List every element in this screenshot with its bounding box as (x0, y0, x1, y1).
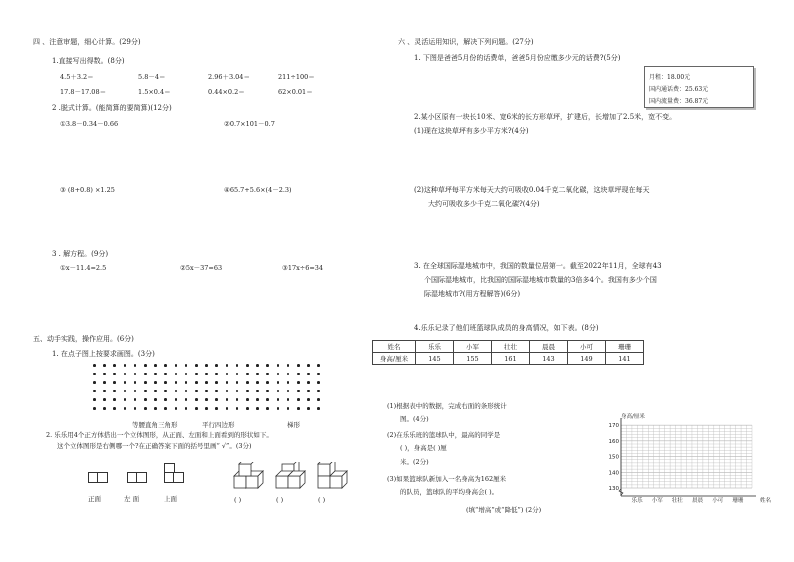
grid-dot[interactable] (134, 364, 137, 367)
grid-dot[interactable] (113, 407, 116, 410)
grid-dot[interactable] (164, 407, 167, 410)
table-header-cell: 珊珊 (606, 341, 644, 353)
grid-dot[interactable] (103, 364, 106, 367)
grid-dot[interactable] (226, 381, 229, 384)
grid-dot[interactable] (195, 390, 198, 393)
section6-q3-line3: 际湿地城市?(用方程解答)(6分) (424, 290, 521, 298)
grid-dot[interactable] (144, 373, 147, 376)
table-cell: 149 (568, 353, 606, 365)
grid-dot[interactable] (144, 398, 147, 401)
grid-dot[interactable] (215, 407, 218, 410)
x-tick-label: 晨晨 (692, 498, 704, 504)
grid-dot[interactable] (195, 373, 198, 376)
grid-dot[interactable] (195, 364, 198, 367)
section5-q1: 1. 在点子图上按要求画图。(3分) (52, 350, 155, 358)
grid-dot[interactable] (144, 407, 147, 410)
grid-dot[interactable] (113, 381, 116, 384)
grid-dot[interactable] (287, 390, 290, 393)
grid-dot[interactable] (266, 364, 269, 367)
grid-dot[interactable] (113, 390, 116, 393)
shape-label: 等腰直角三角形 (132, 421, 178, 429)
grid-dot[interactable] (113, 373, 116, 376)
section6-q1: 1. 下图是爸爸5月份的话费单，爸爸5月份应缴多少元的话费?(5分) (414, 54, 621, 62)
grid-dot[interactable] (256, 381, 259, 384)
grid-dot[interactable] (144, 390, 147, 393)
grid-dot[interactable] (164, 364, 167, 367)
grid-dot[interactable] (124, 398, 127, 401)
grid-dot[interactable] (164, 373, 167, 376)
table-header-cell: 壮壮 (492, 341, 530, 353)
answer-paren[interactable]: ( ) (318, 496, 326, 504)
grid-dot[interactable] (266, 390, 269, 393)
chart-yticks (609, 423, 620, 492)
grid-dot[interactable] (226, 390, 229, 393)
section4-q1: 1.直接写出得数。(8分) (52, 57, 125, 65)
grid-dot[interactable] (266, 398, 269, 401)
grid-dot[interactable] (297, 390, 300, 393)
section5-q2-line2: 这个立体图形是右侧哪一个?在正确答案下面的括号里画“ √”。(3分) (57, 442, 252, 450)
q4-part2-b[interactable]: ( )，身高是( )厘 (400, 444, 447, 452)
grid-dot[interactable] (297, 381, 300, 384)
answer-paren[interactable]: ( ) (276, 496, 284, 504)
grid-dot[interactable] (226, 373, 229, 376)
height-bar-chart[interactable] (596, 412, 776, 506)
grid-dot[interactable] (307, 407, 310, 410)
grid-dot[interactable] (277, 407, 280, 410)
step-calc-item: ①3.8－0.34－0.66 (60, 120, 119, 128)
view-label: 上面 (164, 495, 177, 503)
table-cell: 身高/厘米 (373, 353, 416, 365)
x-tick-label: 壮壮 (671, 498, 683, 504)
grid-dot[interactable] (124, 364, 127, 367)
grid-dot[interactable] (134, 381, 137, 384)
y-tick-label: 170 (608, 423, 619, 430)
q4-part3-b[interactable]: 的队员，篮球队的平均身高会( )。 (400, 488, 499, 496)
section6-title: 六 、灵活运用知识，解决下列问题。(27分) (398, 38, 534, 46)
grid-dot[interactable] (154, 373, 157, 376)
table-header-cell: 小军 (454, 341, 492, 353)
section4-title: 四 、注意审题，细心计算。(29分) (33, 38, 141, 46)
grid-dot[interactable] (93, 390, 96, 393)
grid-dot[interactable] (317, 407, 320, 410)
grid-dot[interactable] (154, 398, 157, 401)
grid-dot[interactable] (297, 398, 300, 401)
grid-dot[interactable] (226, 364, 229, 367)
grid-dot[interactable] (205, 381, 208, 384)
oral-calc-item: 17.8－17.08＝ (60, 88, 107, 96)
oral-calc-item: 62×0.01＝ (278, 88, 313, 96)
cube-option-a (230, 462, 268, 492)
chart-ylabel: 身高/厘米 (621, 414, 645, 420)
grid-dot[interactable] (277, 398, 280, 401)
equation-item: ③17x÷6=34 (282, 264, 324, 272)
grid-dot[interactable] (175, 390, 178, 393)
oral-calc-item: 211÷100＝ (278, 73, 315, 81)
table-row (373, 341, 644, 353)
grid-dot[interactable] (93, 373, 96, 376)
grid-dot[interactable] (103, 373, 106, 376)
grid-dot[interactable] (134, 398, 137, 401)
grid-dot[interactable] (93, 407, 96, 410)
equation-item: ①x－11.4=2.5 (60, 264, 107, 272)
table-cell: 145 (416, 353, 454, 365)
grid-dot[interactable] (185, 373, 188, 376)
grid-dot[interactable] (205, 398, 208, 401)
grid-dot[interactable] (287, 398, 290, 401)
view-label: 左 面 (124, 495, 140, 503)
grid-dot[interactable] (246, 373, 249, 376)
table-header-cell: 小可 (568, 341, 606, 353)
grid-dot[interactable] (307, 364, 310, 367)
section6-q4: 4.乐乐记录了他们班篮球队成员的身高情况，如下表。(8分) (414, 324, 599, 332)
oral-calc-item: 5.8－4＝ (138, 73, 166, 81)
grid-dot[interactable] (164, 398, 167, 401)
grid-dot[interactable] (317, 373, 320, 376)
bill-line: 国内通话费：25.63元 (649, 86, 709, 93)
height-table (372, 340, 644, 365)
grid-dot[interactable] (317, 381, 320, 384)
table-cell: 141 (606, 353, 644, 365)
grid-dot[interactable] (236, 398, 239, 401)
grid-dot[interactable] (93, 398, 96, 401)
grid-dot[interactable] (246, 398, 249, 401)
grid-dot[interactable] (246, 407, 249, 410)
oral-calc-item: 1.5×0.4＝ (138, 88, 171, 96)
grid-dot[interactable] (246, 381, 249, 384)
shape-label: 梯形 (287, 421, 300, 429)
table-header-cell: 晨晨 (530, 341, 568, 353)
grid-dot[interactable] (226, 407, 229, 410)
grid-dot[interactable] (124, 390, 127, 393)
dot-grid[interactable] (93, 364, 335, 414)
section5-title: 五、动手实践，操作应用。(6分) (33, 335, 134, 343)
grid-dot[interactable] (215, 381, 218, 384)
grid-dot[interactable] (256, 390, 259, 393)
grid-dot[interactable] (266, 381, 269, 384)
grid-dot[interactable] (154, 364, 157, 367)
grid-dot[interactable] (307, 390, 310, 393)
grid-dot[interactable] (317, 390, 320, 393)
grid-dot[interactable] (154, 407, 157, 410)
grid-dot[interactable] (124, 407, 127, 410)
grid-dot[interactable] (236, 373, 239, 376)
x-tick-label: 小可 (712, 498, 724, 504)
grid-dot[interactable] (287, 381, 290, 384)
grid-dot[interactable] (134, 390, 137, 393)
section6-q3-line2: 个国际湿地城市，比我国的国际湿地城市数量的3倍多4个。我国有多少个国 (424, 276, 657, 284)
grid-dot[interactable] (144, 364, 147, 367)
x-tick-label: 乐乐 (631, 498, 643, 504)
grid-dot[interactable] (215, 390, 218, 393)
y-tick-label: 130 (608, 486, 619, 492)
grid-dot[interactable] (246, 364, 249, 367)
answer-paren[interactable]: ( ) (234, 496, 242, 504)
grid-dot[interactable] (256, 398, 259, 401)
section6-q2-b2: 大约可吸收多少千克二氧化碳?(4分) (428, 200, 540, 208)
grid-dot[interactable] (215, 398, 218, 401)
grid-dot[interactable] (266, 407, 269, 410)
q4-part1-a: (1)根据表中的数据，完成右面的条形统计 (387, 402, 507, 410)
section5-q2-line1: 2. 乐乐用4个正方体搭出一个立体图形，从正面、左面和上面看到的形状如下。 (46, 431, 273, 439)
grid-dot[interactable] (93, 381, 96, 384)
grid-dot[interactable] (175, 373, 178, 376)
chart-xticks (632, 496, 744, 504)
grid-dot[interactable] (103, 398, 106, 401)
grid-dot[interactable] (124, 381, 127, 384)
grid-dot[interactable] (185, 398, 188, 401)
grid-dot[interactable] (317, 398, 320, 401)
phone-bill-box (644, 66, 754, 108)
grid-dot[interactable] (236, 381, 239, 384)
grid-dot[interactable] (277, 373, 280, 376)
x-tick-label: 小军 (651, 498, 663, 504)
grid-dot[interactable] (113, 398, 116, 401)
table-cell: 143 (530, 353, 568, 365)
grid-dot[interactable] (277, 364, 280, 367)
grid-dot[interactable] (103, 381, 106, 384)
y-tick-label: 150 (608, 454, 619, 461)
step-calc-item: ④65.7+5.6×(4－2.3) (224, 186, 292, 194)
chart-grid (619, 418, 756, 496)
grid-dot[interactable] (297, 407, 300, 410)
grid-dot[interactable] (307, 398, 310, 401)
section6-q3-line1: 3. 在全球国际湿地城市中，我国的数量位居第一。截至2022年11月，全球有43 (414, 262, 662, 270)
cube-option-c (314, 462, 352, 492)
view-label: 正面 (88, 495, 101, 503)
q4-part2-a: (2)在乐乐班的篮球队中，最高的同学是 (387, 431, 501, 439)
grid-dot[interactable] (175, 407, 178, 410)
grid-dot[interactable] (103, 407, 106, 410)
grid-dot[interactable] (175, 364, 178, 367)
grid-dot[interactable] (185, 407, 188, 410)
x-tick-label: 珊珊 (732, 498, 744, 504)
chart-xlabel: 姓名 (760, 498, 772, 504)
grid-dot[interactable] (185, 364, 188, 367)
grid-dot[interactable] (205, 364, 208, 367)
grid-dot[interactable] (215, 364, 218, 367)
grid-dot[interactable] (113, 364, 116, 367)
grid-dot[interactable] (297, 364, 300, 367)
grid-dot[interactable] (277, 390, 280, 393)
bill-line: 月租：18.00元 (649, 74, 691, 81)
grid-dot[interactable] (236, 364, 239, 367)
grid-dot[interactable] (236, 390, 239, 393)
grid-dot[interactable] (164, 390, 167, 393)
cube-option-b (272, 462, 310, 492)
grid-dot[interactable] (307, 373, 310, 376)
q4-part2-c: 米。(2分) (400, 458, 429, 466)
grid-dot[interactable] (256, 407, 259, 410)
table-cell: 161 (492, 353, 530, 365)
oral-calc-item: 2.96＋3.04＝ (208, 73, 250, 81)
grid-dot[interactable] (297, 373, 300, 376)
grid-dot[interactable] (246, 390, 249, 393)
grid-dot[interactable] (287, 364, 290, 367)
grid-dot[interactable] (226, 398, 229, 401)
y-tick-label: 140 (608, 470, 619, 477)
bill-line: 国内流量费：36.87元 (649, 98, 709, 105)
grid-dot[interactable] (215, 373, 218, 376)
grid-dot[interactable] (195, 398, 198, 401)
grid-dot[interactable] (205, 390, 208, 393)
grid-dot[interactable] (256, 364, 259, 367)
grid-dot[interactable] (134, 407, 137, 410)
grid-dot[interactable] (185, 381, 188, 384)
section4-q2: 2 .脱式计算。(能简算的要简算)(12分) (52, 104, 172, 112)
grid-dot[interactable] (175, 381, 178, 384)
grid-dot[interactable] (103, 390, 106, 393)
step-calc-item: ③ (8+0.8) ×1.25 (60, 186, 115, 194)
section6-q2-b1: (2)这种草坪每平方米每天大约可吸收0.04千克二氧化碳，这块草坪现在每天 (414, 186, 650, 194)
grid-dot[interactable] (154, 381, 157, 384)
grid-dot[interactable] (195, 381, 198, 384)
step-calc-item: ②0.7×101－0.7 (224, 120, 275, 128)
grid-dot[interactable] (266, 373, 269, 376)
table-row (373, 353, 644, 365)
table-header-cell: 乐乐 (416, 341, 454, 353)
section6-q2-a: (1)现在这块草坪有多少平方米?(4分) (414, 127, 529, 135)
grid-dot[interactable] (307, 381, 310, 384)
grid-dot[interactable] (124, 373, 127, 376)
shape-label: 平行四边形 (202, 421, 235, 429)
oral-calc-item: 4.5＋3.2＝ (60, 73, 94, 81)
y-tick-label: 160 (608, 438, 619, 445)
q4-part1-b: 图。(4分) (400, 415, 429, 423)
grid-dot[interactable] (287, 407, 290, 410)
q4-part3-c: (填“增高”或“降低”) (2分) (466, 506, 542, 514)
grid-dot[interactable] (185, 390, 188, 393)
grid-dot[interactable] (287, 373, 290, 376)
table-header-cell: 姓名 (373, 341, 416, 353)
grid-dot[interactable] (93, 364, 96, 367)
grid-dot[interactable] (144, 381, 147, 384)
grid-dot[interactable] (277, 381, 280, 384)
grid-dot[interactable] (195, 407, 198, 410)
grid-dot[interactable] (317, 364, 320, 367)
oral-calc-item: 0.44×0.2＝ (208, 88, 245, 96)
grid-dot[interactable] (134, 373, 137, 376)
grid-dot[interactable] (164, 381, 167, 384)
grid-dot[interactable] (175, 398, 178, 401)
grid-dot[interactable] (154, 390, 157, 393)
section4-q3: 3 . 解方程。(9分) (52, 250, 109, 258)
section6-q2-line1: 2.某小区原有一块长10米、宽6米的长方形草坪，扩建后，长增加了2.5米，宽不变。 (414, 113, 677, 121)
q4-part3-a: (3)如果篮球队新加入一名身高为162厘米 (387, 475, 507, 483)
table-cell: 155 (454, 353, 492, 365)
grid-dot[interactable] (205, 407, 208, 410)
grid-dot[interactable] (256, 373, 259, 376)
grid-dot[interactable] (205, 373, 208, 376)
grid-dot[interactable] (236, 407, 239, 410)
equation-item: ②5x－37=63 (180, 264, 223, 272)
